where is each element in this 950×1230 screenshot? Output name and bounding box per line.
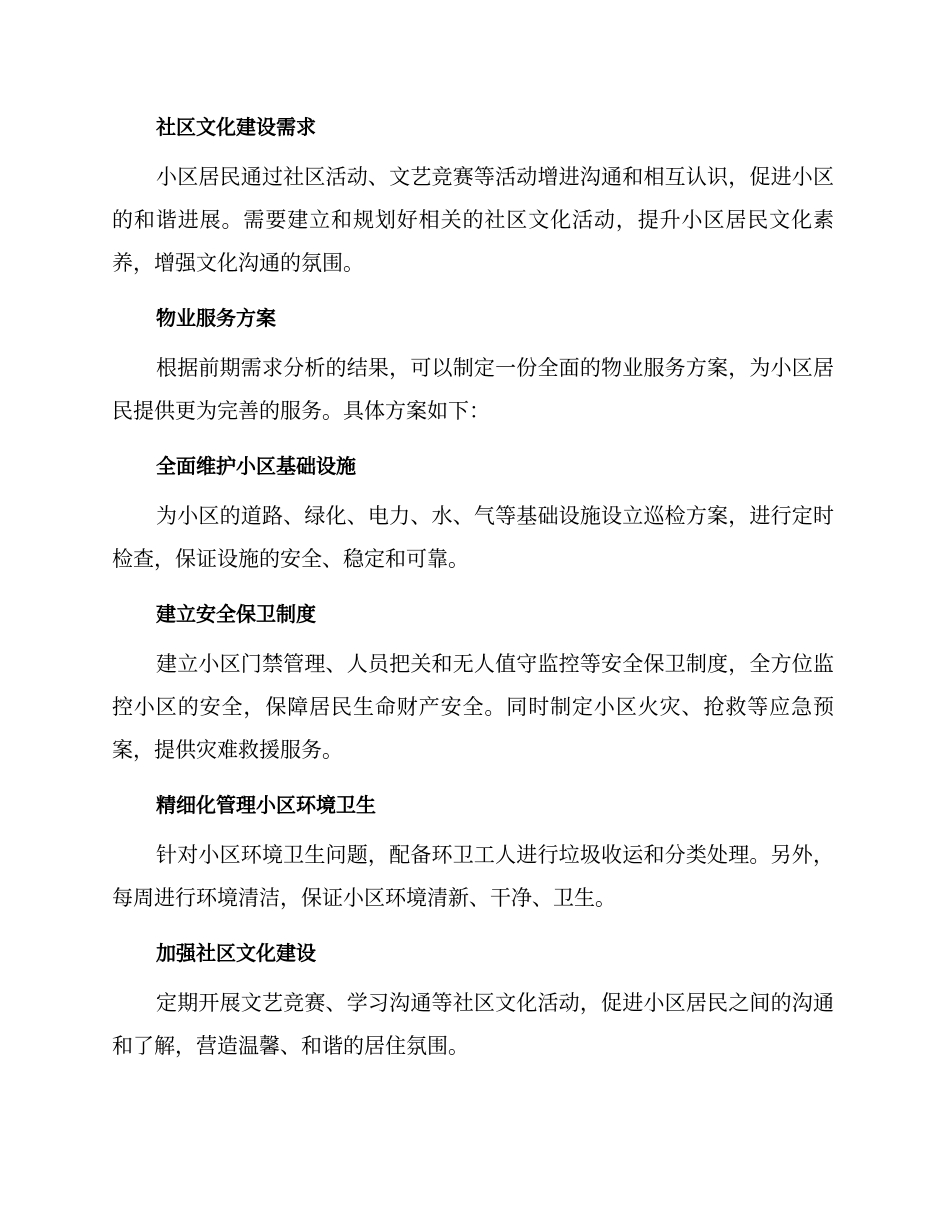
section-paragraph: 针对小区环境卫生问题，配备环卫工人进行垃圾收运和分类处理。另外，每周进行环境清洁，保证小区环境清新、干净、卫生。 [112,843,834,910]
section-paragraph: 根据前期需求分析的结果，可以制定一份全面的物业服务方案，为小区居民提供更为完善的服务。具体方案如下： [112,356,834,423]
section-heading: 建立安全保卫制度 [156,602,316,626]
section-heading: 社区文化建设需求 [156,115,316,139]
section-heading: 全面维护小区基础设施 [156,454,356,478]
section-paragraph: 建立小区门禁管理、人员把关和无人值守监控等安全保卫制度，全方位监控小区的安全，保障居民生命财产安全。同时制定小区火灾、抢救等应急预案，提供灾难救援服务。 [112,652,834,762]
section-paragraph: 为小区的道路、绿化、电力、水、气等基础设施设立巡检方案，进行定时检查，保证设施的安全、稳定和可靠。 [112,504,834,571]
section-paragraph: 小区居民通过社区活动、文艺竞赛等活动增进沟通和相互认识，促进小区的和谐进展。需要建立和规划好相关的社区文化活动，提升小区居民文化素养，增强文化沟通的氛围。 [112,165,834,275]
document-page [112,106,834,1080]
section-paragraph: 定期开展文艺竞赛、学习沟通等社区文化活动，促进小区居民之间的沟通和了解，营造温馨、和谐的居住氛围。 [112,991,834,1058]
section-heading: 精细化管理小区环境卫生 [156,793,376,817]
section-heading: 加强社区文化建设 [156,941,316,965]
section-heading: 物业服务方案 [156,306,276,330]
